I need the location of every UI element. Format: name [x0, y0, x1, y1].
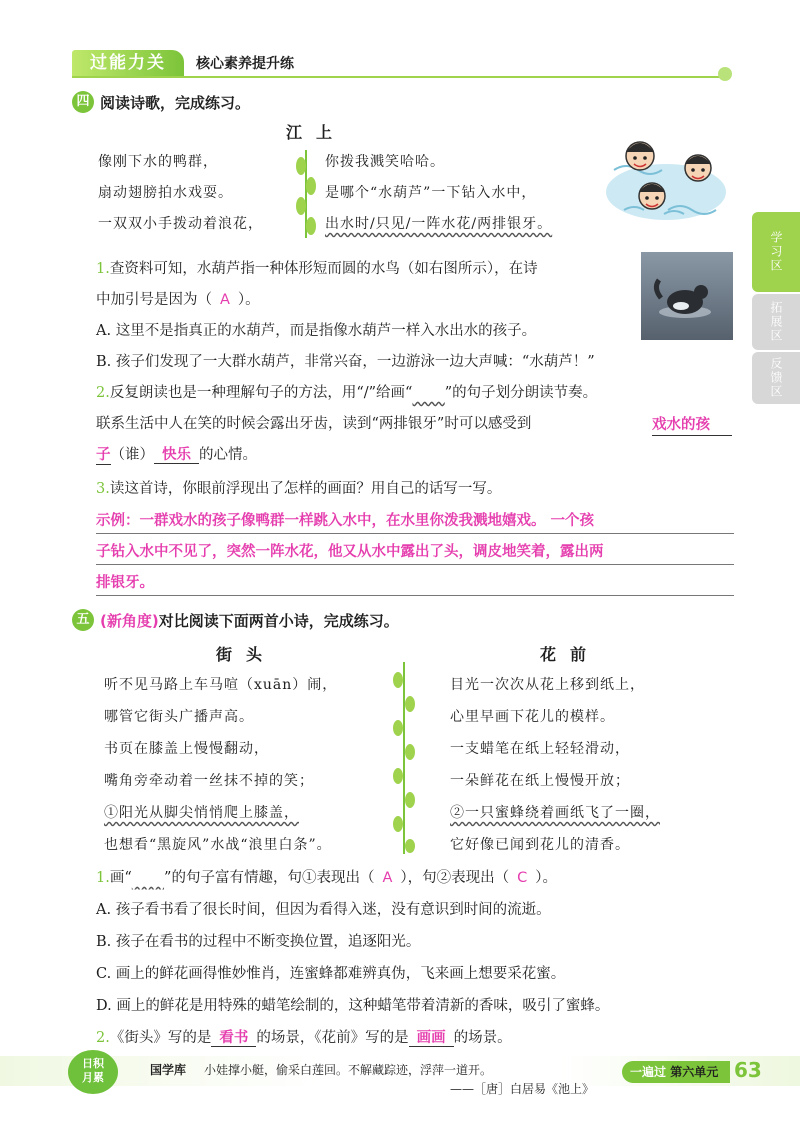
answer-line[interactable]: 排银牙。 [96, 571, 734, 596]
poem-line: 是哪个“水葫芦”一下钻入水中， [325, 185, 537, 201]
answer-choice[interactable]: A [382, 870, 393, 886]
footer-badge-line: 月累 [82, 1071, 104, 1084]
s4-q1-line1 [96, 257, 538, 278]
answer-choice[interactable]: C [517, 870, 528, 886]
header-decoration [718, 67, 732, 81]
answer-line[interactable]: 子钻入水中不见了，突然一阵水花，他又从水中露出了头，调皮地笑着，露出两 [96, 540, 734, 565]
poem-line: 听不见马路上车马喧（xuān）闹， [104, 677, 338, 693]
s4-q3-line [96, 477, 501, 498]
question-text: ”的句子划分朗读节奏。 [444, 385, 598, 401]
answer-choice[interactable]: A [220, 292, 230, 308]
poem-line: 扇动翅膀拍水戏耍。 [98, 185, 233, 201]
question-text: 画“ [109, 870, 132, 886]
question-number: 1. [96, 870, 110, 886]
answer-fill[interactable]: 看书 [211, 1030, 256, 1047]
question-text: ）。 [237, 292, 260, 308]
question-text: 的场景。 [453, 1030, 512, 1046]
poem-line: 书页在膝盖上慢慢翻动， [104, 741, 269, 757]
poem-line: 你拨我溅笑哈哈。 [325, 154, 445, 170]
poem-line: 哪管它街头广播声高。 [104, 709, 254, 725]
unit-label: 第六单元 [670, 1065, 719, 1079]
footer-badge [68, 1050, 118, 1094]
section5-heading [100, 610, 399, 631]
answer-fill[interactable]: 快乐 [154, 447, 199, 464]
option-a: A. 这里不是指真正的水葫芦，而是指像水葫芦一样入水出水的孩子。 [96, 323, 537, 339]
section5-title: 对比阅读下面两首小诗，完成练习。 [158, 612, 399, 630]
s4-q2-line1 [96, 381, 597, 402]
question-text: ）。 [535, 870, 557, 886]
question-number: 2. [96, 1030, 110, 1046]
poem-line: 一朵鲜花在纸上慢慢开放； [450, 773, 630, 789]
s5-q2-line [96, 1026, 512, 1047]
question-text: 的心情。 [199, 447, 257, 463]
poem-line: 目光一次次从花上移到纸上， [450, 677, 645, 693]
side-tab-feedback[interactable]: 反馈区 [752, 352, 800, 404]
side-tab-learn[interactable]: 学习区 [752, 212, 800, 292]
footer-source: ——［唐］白居易《池上》 [450, 1082, 595, 1096]
answer-line[interactable]: 示例：一群戏水的孩子像鸭群一样跳入水中，在水里你泼我溅地嬉戏。 一个孩 [96, 509, 734, 534]
poem-title-jiangshang: 江上 [286, 123, 347, 142]
s4-q1-line2 [96, 288, 260, 309]
question-text: 《街头》写的是 [109, 1030, 212, 1046]
swimming-children-illustration [604, 130, 730, 226]
answer-fill[interactable]: 画画 [409, 1030, 454, 1047]
poem-title-huaqian: 花前 [540, 645, 601, 664]
question-text: ”的句子富有情趣，句①表现出（ [164, 870, 375, 886]
question-text: （谁） [110, 447, 154, 463]
wavy-underline-sample [412, 385, 444, 401]
poem-title-jietou: 街头 [216, 645, 277, 664]
poem-line-underlined: ①阳光从脚尖悄悄爬上膝盖， [104, 805, 299, 821]
footer-label: 国学库 [150, 1063, 187, 1077]
answer-fill[interactable]: 子 [96, 447, 111, 463]
answer-fill[interactable]: 戏水的孩 [652, 413, 732, 436]
question-text: 的场景，《花前》写的是 [256, 1030, 409, 1046]
new-angle-tag: (新角度) [100, 612, 159, 630]
question-number: 3. [96, 481, 110, 497]
header-tab: 过能力关 [72, 50, 184, 76]
wavy-underline-sample [132, 870, 164, 886]
footer-badge-line: 日积 [82, 1057, 104, 1070]
poem-line: 像刚下水的鸭群， [98, 154, 218, 170]
option-a: A. 孩子看书看了很长时间，但因为看得入迷，没有意识到时间的流逝。 [96, 902, 551, 918]
poem-line: 心里早画下花儿的模样。 [450, 709, 615, 725]
poem-line: 嘴角旁牵动着一丝抹不掉的笑； [104, 773, 314, 789]
question-text: 中加引号是因为（ [96, 292, 212, 308]
water-bird-photo [641, 252, 733, 340]
s5-q1-line [96, 866, 557, 887]
unit-tab [622, 1061, 730, 1083]
header-subtitle: 核心素养提升练 [196, 56, 294, 72]
question-number: 2. [96, 385, 110, 401]
question-text: 查资料可知，水葫芦指一种体形短而圆的水鸟（如右图所示），在诗 [109, 261, 538, 277]
side-tab-expand[interactable]: 拓展区 [752, 294, 800, 350]
poem-line: 也想看“黑旋风”水战“浪里白条”。 [104, 837, 332, 853]
question-text: ），句②表现出（ [400, 870, 510, 886]
poem-line-underlined: ②一只蜜蜂绕着画纸飞了一圈， [450, 805, 660, 821]
section4-title: 阅读诗歌，完成练习。 [100, 94, 251, 112]
option-d: D. 画上的鲜花是用特殊的蜡笔绘制的，这种蜡笔带着清新的香味，吸引了蜜蜂。 [96, 998, 610, 1014]
question-number: 1. [96, 261, 110, 277]
s4-q2-line2 [96, 412, 531, 433]
section5-badge: 五 [72, 609, 94, 631]
option-b: B. 孩子在看书的过程中不断变换位置，追逐阳光。 [96, 934, 421, 950]
section4-badge: 四 [72, 91, 94, 113]
header-rule [72, 76, 727, 78]
option-c: C. 画上的鲜花画得惟妙惟肖，连蜜蜂都难辨真伪，飞来画上想要采花蜜。 [96, 966, 566, 982]
poem-line: 一双双小手拨动着浪花， [98, 216, 263, 232]
poem-line: 一支蜡笔在纸上轻轻滑动， [450, 741, 630, 757]
question-text: 反复朗读也是一种理解句子的方法，用“/”给画“ [109, 385, 413, 401]
poem-line: 它好像已闻到花儿的清香。 [450, 837, 630, 853]
option-b: B. 孩子们发现了一大群水葫芦，非常兴奋，一边游泳一边大声喊：“水葫芦！” [96, 354, 595, 370]
vine-divider [392, 660, 416, 856]
question-text: 读这首诗，你眼前浮现出了怎样的画面？用自己的话写一写。 [109, 481, 502, 497]
s4-q2-line3 [96, 443, 257, 464]
question-text: 联系生活中人在笑的时候会露出牙齿，读到“两排银牙”时可以感受到 [96, 416, 532, 432]
footer-quote: 小娃撑小艇，偷采白莲回。不解藏踪迹，浮萍一道开。 [204, 1063, 493, 1077]
brand-label: 一遍过 [630, 1065, 667, 1079]
vine-divider [294, 148, 318, 240]
page-number: 63 [734, 1058, 762, 1082]
poem-line-underlined: 出水时/只见/一阵水花/两排银牙。 [325, 216, 553, 232]
